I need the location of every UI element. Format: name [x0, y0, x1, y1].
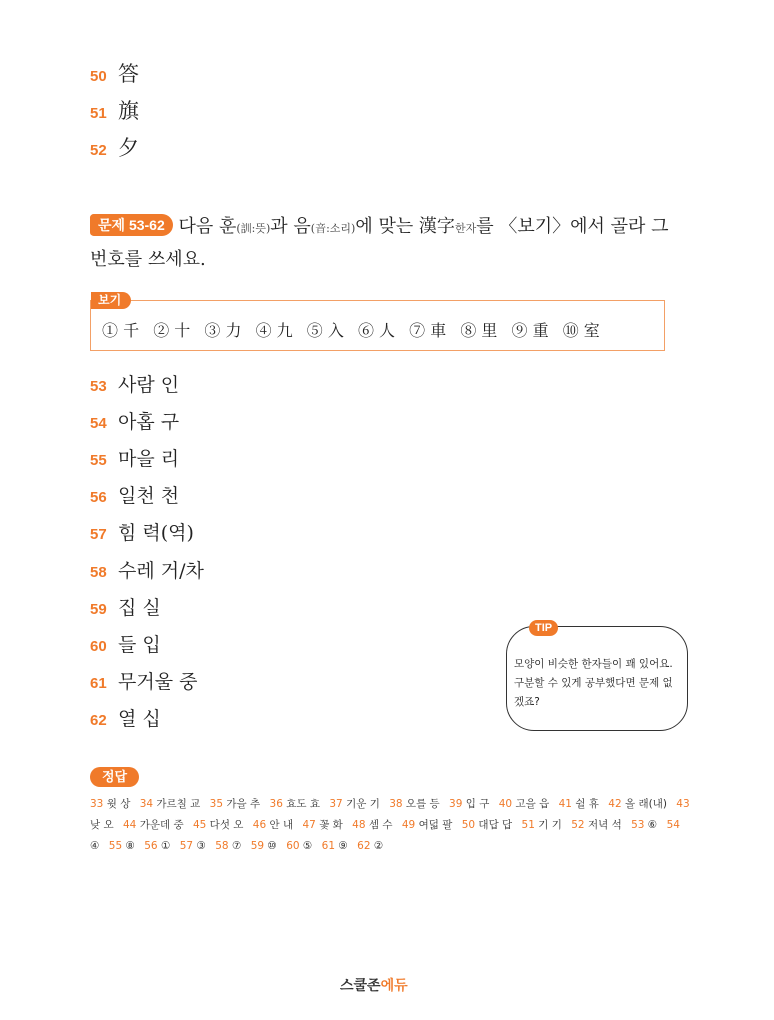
question-hanja: 答: [118, 62, 139, 86]
answer-text: ⑤: [302, 840, 313, 852]
answer-number: 38: [389, 798, 403, 810]
question-58: [90, 559, 204, 585]
answer-number: 33: [90, 798, 104, 810]
question-text: 힘 력(역): [118, 522, 194, 544]
question-text: 수레 거/차: [118, 560, 204, 582]
question-number: 62: [90, 712, 107, 729]
question-60: [90, 633, 161, 659]
question-number: 57: [90, 526, 107, 543]
question-62: [90, 707, 161, 733]
answer-entry: [352, 819, 392, 831]
question-61: [90, 670, 197, 696]
answer-number: 60: [286, 840, 300, 852]
answer-text: 기 기: [538, 819, 562, 831]
answer-number: 47: [302, 819, 316, 831]
question-text: 무거울 중: [118, 671, 198, 693]
answer-text: ②: [373, 840, 384, 852]
answer-text: 효도 효: [286, 798, 321, 810]
answer-number: 50: [461, 819, 476, 831]
problem-text-1: 다음 훈: [172, 216, 237, 237]
question-number: 54: [90, 415, 107, 432]
question-number: 51: [90, 105, 107, 122]
answer-number: 40: [498, 798, 513, 810]
answer-number: 55: [108, 840, 123, 852]
answer-text: 꽃 화: [319, 819, 343, 831]
answer-number: 53: [631, 819, 645, 831]
logo-text: 스쿨존: [340, 977, 381, 993]
answer-text: 안 내: [269, 819, 294, 831]
question-number: 59: [90, 601, 107, 618]
answer-entry: [270, 798, 321, 810]
bogi-option: ⑥ 人: [357, 321, 396, 340]
question-53: [90, 373, 179, 399]
answer-entry: [571, 819, 622, 831]
question-number: 61: [90, 675, 107, 692]
answer-text: 저녁 석: [587, 819, 622, 831]
answer-entry: [499, 798, 550, 810]
answer-number: 52: [571, 819, 585, 831]
question-text: 열 십: [118, 708, 161, 730]
question-number: 60: [90, 638, 107, 655]
answer-entry: [286, 840, 312, 852]
answer-number: 62: [357, 840, 371, 852]
answer-entry: [389, 798, 440, 810]
answer-entry: [559, 798, 599, 810]
answer-text: ⑦: [231, 840, 242, 852]
bogi-label: 보기: [91, 292, 131, 309]
question-text: 집 실: [118, 597, 161, 619]
bogi-option: ③ 力: [204, 321, 242, 340]
answer-number: 43: [676, 798, 690, 810]
answer-number: 35: [209, 798, 224, 810]
answer-number: 36: [269, 798, 283, 810]
question-number: 55: [90, 452, 107, 469]
question-number: 56: [90, 489, 107, 506]
answer-text: ⑥: [647, 819, 658, 831]
tip-text: 모양이 비슷한 한자들이 꽤 있어요. 구분할 수 있게 공부했다면 문제 없겠죠?: [514, 658, 673, 708]
answer-text: ④: [90, 840, 100, 852]
answer-text: 다섯 오: [209, 819, 244, 831]
answer-text: 올 래(내): [624, 798, 667, 810]
answer-entry: [210, 798, 261, 810]
question-55: [90, 447, 179, 473]
answers-list: [90, 794, 690, 857]
question-hanja: 夕: [118, 136, 139, 160]
answer-number: 59: [250, 840, 265, 852]
answer-entry: [109, 840, 135, 852]
answer-entry: [180, 840, 206, 852]
answer-text: 가운데 중: [139, 819, 184, 831]
problem-hanja-note: 한자: [454, 222, 477, 235]
answer-number: 57: [179, 840, 194, 852]
question-number: 58: [90, 564, 107, 581]
answer-entry: [449, 798, 489, 810]
logo-text-accent: 에듀: [380, 977, 408, 993]
question-54: [90, 410, 179, 436]
answer-text: ③: [196, 840, 206, 852]
answer-text: 오를 등: [405, 798, 440, 810]
answer-text: 여덟 팔: [418, 819, 453, 831]
bogi-option: ⑩ 室: [562, 321, 600, 340]
answer-number: 58: [215, 840, 229, 852]
answer-number: 56: [144, 840, 158, 852]
answer-text: 대답 답: [478, 819, 513, 831]
answer-text: 고을 읍: [515, 798, 550, 810]
answer-text: 윗 상: [106, 798, 131, 810]
question-57: [90, 521, 194, 547]
answer-number: 45: [192, 819, 207, 831]
answer-entry: [193, 819, 244, 831]
bogi-option: ⑨ 重: [511, 321, 549, 340]
answer-entry: [253, 819, 293, 831]
answer-entry: [251, 840, 277, 852]
bogi-option: ④ 九: [255, 321, 293, 340]
tip-label: TIP: [529, 620, 558, 636]
answer-text: 쉴 휴: [575, 798, 599, 810]
answer-entry: [215, 840, 241, 852]
problem-text-3: 에 맞는 漢字: [355, 216, 455, 237]
problem-hun-note: (訓:뜻): [236, 222, 271, 235]
bogi-option: ⑧ 里: [460, 321, 498, 340]
answer-entry: [608, 798, 667, 810]
answer-text: ①: [160, 840, 171, 852]
answer-text: 기운 기: [346, 798, 380, 810]
answer-text: ⑨: [338, 840, 348, 852]
problem-eum-note: (音:소리): [310, 222, 356, 235]
answer-text: 셈 수: [368, 819, 393, 831]
problem-text-2: 과 음: [270, 216, 311, 237]
answer-number: 34: [139, 798, 154, 810]
answer-entry: [123, 819, 184, 831]
answer-number: 37: [329, 798, 343, 810]
answer-number: 54: [666, 819, 680, 831]
answer-entry: [140, 798, 201, 810]
question-59: [90, 596, 161, 622]
question-text: 마을 리: [118, 448, 180, 470]
answer-number: 42: [608, 798, 622, 810]
bogi-option: ⑦ 車: [409, 321, 447, 340]
answer-entry: [322, 840, 348, 852]
answer-text: 가르칠 교: [156, 798, 201, 810]
answer-entry: [144, 840, 170, 852]
question-52: [90, 136, 139, 163]
question-51: [90, 99, 139, 126]
question-50: [90, 62, 139, 89]
question-text: 사람 인: [118, 374, 180, 396]
bogi-options: [102, 318, 609, 341]
answer-entry: [302, 819, 342, 831]
question-text: 들 입: [118, 634, 161, 656]
answer-text: ⑧: [125, 840, 135, 852]
question-text: 아홉 구: [118, 411, 180, 433]
answer-number: 41: [558, 798, 572, 810]
answer-number: 48: [352, 819, 366, 831]
footer-logo: [340, 975, 408, 995]
answer-entry: [90, 798, 130, 810]
answer-entry: [329, 798, 380, 810]
answer-entry: [357, 840, 383, 852]
question-hanja: 旗: [118, 99, 139, 123]
answer-entry: [631, 819, 657, 831]
problem-text-4: 를 〈보기〉에서 골라 그 번호를 쓰세요.: [90, 216, 669, 270]
answer-text: ⑩: [267, 840, 277, 852]
question-number: 52: [90, 142, 107, 159]
answer-entry: [402, 819, 453, 831]
bogi-option: ⑤ 入: [306, 321, 344, 340]
answer-number: 49: [401, 819, 416, 831]
answer-number: 44: [122, 819, 137, 831]
question-56: [90, 484, 179, 510]
question-number: 50: [90, 68, 107, 85]
answer-entry: [462, 819, 513, 831]
answer-number: 39: [449, 798, 463, 810]
answer-number: 51: [521, 819, 535, 831]
answer-entry: [522, 819, 562, 831]
bogi-option: ① 千: [102, 321, 140, 340]
answer-number: 46: [252, 819, 267, 831]
answer-number: 61: [321, 840, 336, 852]
question-text: 일천 천: [118, 485, 180, 507]
problem-instruction: [90, 211, 690, 275]
answer-text: 가을 추: [226, 798, 261, 810]
answer-text: 입 구: [465, 798, 490, 810]
bogi-option: ② 十: [153, 321, 191, 340]
answers-label: 정답: [90, 767, 139, 787]
problem-tag: 문제 53-62: [90, 214, 173, 236]
answer-text: 낮 오: [90, 819, 114, 831]
question-number: 53: [90, 378, 107, 395]
